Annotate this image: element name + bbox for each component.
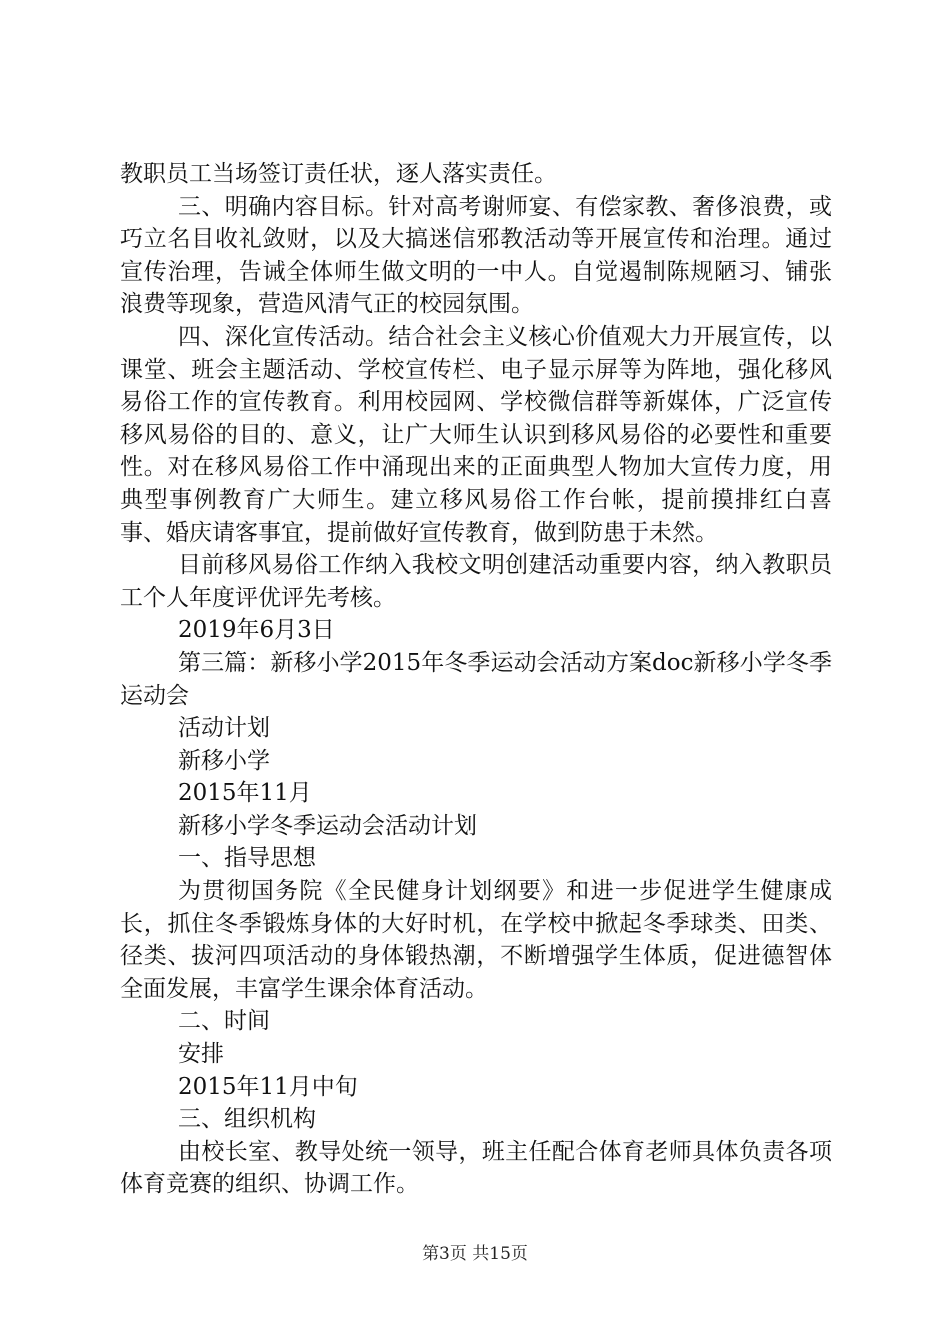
paragraph-current-work: 目前移风易俗工作纳入我校文明创建活动重要内容，纳入教职员工个人年度评优评先考核。	[120, 552, 832, 611]
chapter-heading: 第三篇：新移小学2015年冬季运动会活动方案doc新移小学冬季运动会	[120, 649, 832, 709]
section-time-heading: 二、时间	[178, 1008, 270, 1035]
paragraph-responsibility: 教职员工当场签订责任状，逐人落实责任。	[120, 161, 557, 187]
section-time-subheading: 安排	[178, 1041, 224, 1068]
heading-school-name: 新移小学	[178, 747, 270, 774]
section-organization-heading: 三、组织机构	[178, 1106, 316, 1133]
paragraph-guiding-ideology: 为贯彻国务院《全民健身计划纲要》和进一步促进学生健康成长，抓住冬季锻炼身体的大好时机，在学校中掀起冬季球类、田类、径类、拔河四项活动的身体锻热潮，不断增强学生体质，促进德智体全面发展，丰富学生课余体育活动。	[120, 878, 832, 1002]
paragraph-section-four: 四、深化宣传活动。结合社会主义核心价值观大力开展宣传，以课堂、班会主题活动、学校宣传栏、电子显示屏等为阵地，强化移风易俗工作的宣传教育。利用校园网、学校微信群等新媒体，广泛宣传移风易俗的目的、意义，让广大师生认识到移风易俗的必要性和重要性。对在移风易俗工作中涌现出来的正面典型人物加大宣传力度，用典型事例教育广大师生。建立移风易俗工作台帐，提前摸排红白喜事、婚庆请客事宜，提前做好宣传教育，做到防患于未然。	[120, 323, 832, 546]
document-body	[120, 158, 832, 1201]
time-value: 2015年11月中旬	[178, 1073, 358, 1100]
paragraph-section-three: 三、明确内容目标。针对高考谢师宴、有偿家教、奢侈浪费，或巧立名目收礼敛财，以及大搞迷信邪教活动等开展宣传和治理。通过宣传治理，告诫全体师生做文明的一中人。自觉遏制陈规陋习、铺张浪费等现象，营造风清气正的校园氛围。	[120, 193, 832, 318]
page-footer: 第3页 共15页	[422, 1244, 528, 1264]
plan-title: 新移小学冬季运动会活动计划	[178, 812, 477, 839]
section-guiding-ideology-heading: 一、指导思想	[178, 845, 316, 872]
heading-activity-plan: 活动计划	[178, 715, 270, 742]
paragraph-organization: 由校长室、教导处统一领导，班主任配合体育老师具体负责各项体育竞赛的组织、协调工作。	[120, 1138, 832, 1198]
date-line: 2019年6月3日	[178, 617, 335, 644]
heading-date: 2015年11月	[178, 780, 312, 807]
